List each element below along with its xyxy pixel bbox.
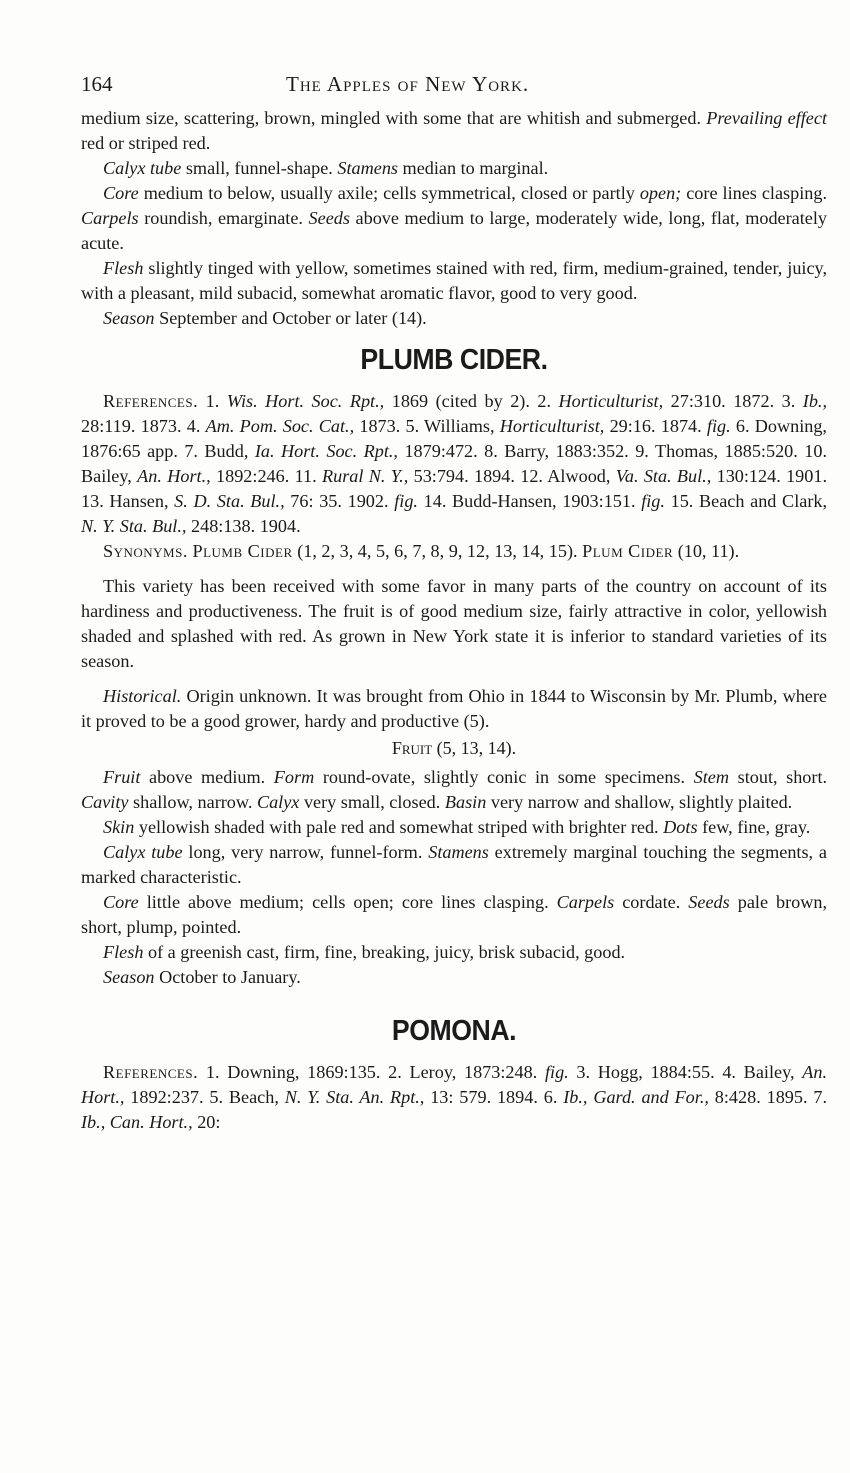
reference-segment: An. Hort., [81, 1062, 828, 1107]
references-paragraph: References. 1. Downing, 1869:135. 2. Leroy, 1873:248. fig. 3. Hogg, 1884:55. 4. Bailey, An. Hort., 1892:237. 5. Beach, N. Y. Sta. An. Rpt., 13: 579. 1894. 6. Ib., Gard. and For., 8:428. 1895. 7. Ib., Can. Hort., 20: [81, 1062, 828, 1132]
reference-segment: fig. [641, 491, 665, 511]
paragraph: Flesh slightly tinged with yellow, sometimes stained with red, firm, medium-grained, tender, juicy, with a pleasant, mild subacid, somewhat aromatic flavor, good to very good. [81, 258, 828, 303]
reference-segment: 1873. 5. Williams, [354, 416, 500, 436]
fruit-subheading: Fruit (5, 13, 14). [391, 738, 517, 758]
historical-paragraph: Historical. Origin unknown. It was brought from Ohio in 1844 to Wisconsin by Mr. Plumb, where it proved to be a good grower, hardy and productive (5). [81, 686, 828, 731]
section-title-pomona: POMONA. [391, 1015, 517, 1047]
reference-segment: 1869 (cited by 2). 2. [384, 391, 559, 411]
reference-segment: Ib., Gard. and For., [563, 1087, 709, 1107]
section-title-plumb-cider: PLUMB CIDER. [360, 344, 548, 376]
reference-segment: 15. Beach and Clark, [664, 491, 828, 511]
paragraph: Calyx tube small, funnel-shape. Stamens median to marginal. [103, 158, 549, 178]
book-page [81, 70, 827, 1135]
running-title: The Apples of New York. [286, 72, 530, 96]
paragraph: Fruit above medium. Form round-ovate, slightly conic in some specimens. Stem stout, short. Cavity shallow, narrow. Calyx very small, closed. Basin very narrow and shallow, slightly plaited. [81, 767, 828, 812]
reference-segment: Rural N. Y., [321, 466, 409, 486]
reference-segment: Am. Pom. Soc. Cat., [205, 416, 355, 436]
reference-segment: Ia. Hort. Soc. Rpt., [254, 441, 398, 461]
reference-segment: 130:124. 1901. 13. Hansen, [81, 466, 828, 511]
page-number: 164 [81, 72, 113, 96]
reference-segment: 6. Downing, 1876:65 app. 7. Budd, [81, 416, 827, 461]
reference-segment: fig. [544, 1062, 569, 1082]
reference-segment: Horticulturist, [499, 416, 605, 436]
reference-segment: An. Hort., [137, 466, 211, 486]
reference-segment: 76: 35. 1902. [284, 491, 395, 511]
paragraph: Flesh of a greenish cast, firm, fine, breaking, juicy, brisk subacid, good. [103, 942, 626, 962]
references-paragraph: References. 1. Wis. Hort. Soc. Rpt., 1869 (cited by 2). 2. Horticulturist, 27:310. 1872. 3. Ib., 28:119. 1873. 4. Am. Pom. Soc. Cat., 1873. 5. Williams, Horticulturist, 29:16. 1874. fig. 6. Downing, 1876:65 app. 7. Budd, Ia. Hort. Soc. Rpt., 1879:472. 8. Barry, 1883:352. 9. Thomas, 1885:520. 10. Bailey, An. Hort., 1892:246. 11. Rural N. Y., 53:794. 1894. 12. Alwood, Va. Sta. Bul., 130:124. 1901. 13. Hansen, S. D. Sta. Bul., 76: 35. 1902. fig. 14. Budd-Hansen, 1903:151. fig. 15. Beach and Clark, N. Y. Sta. Bul., 248:138. 1904. [81, 391, 828, 536]
reference-segment: S. D. Sta. Bul., [174, 491, 285, 511]
reference-segment: 13: 579. 1894. 6. [424, 1087, 564, 1107]
reference-segment: 29:16. 1874. [604, 416, 707, 436]
page-header [81, 70, 827, 106]
reference-segment: 1879:472. 8. Barry, 1883:352. 9. Thomas, 1885:520. 10. Bailey, [81, 441, 827, 486]
paragraph: Core little above medium; cells open; core lines clasping. Carpels cordate. Seeds pale brown, short, plump, pointed. [81, 892, 828, 937]
reference-segment: 20: [192, 1112, 221, 1132]
intro-paragraph: This variety has been received with some favor in many parts of the country on account of its hardiness and productiveness. The fruit is of good medium size, fairly attractive in color, yellowish shaded and splashed with red. As grown in New York state it is inferior to standard varieties of its season. [81, 576, 827, 671]
reference-segment: 53:794. 1894. 12. Alwood, [408, 466, 616, 486]
reference-segment: Horticulturist, [558, 391, 664, 411]
synonyms-paragraph: Synonyms. Plumb Cider (1, 2, 3, 4, 5, 6, 7, 8, 9, 12, 13, 14, 15). Plum Cider (10, 11). [103, 541, 740, 561]
paragraph: Season October to January. [103, 967, 301, 987]
paragraph: medium size, scattering, brown, mingled with some that are whitish and submerged. Prevailing effect red or striped red. [81, 108, 827, 153]
reference-segment: N. Y. Sta. An. Rpt., [284, 1087, 425, 1107]
reference-segment: Va. Sta. Bul., [615, 466, 712, 486]
reference-segment: 8:428. 1895. 7. [708, 1087, 828, 1107]
reference-segment: 1892:246. 11. [210, 466, 322, 486]
reference-segment: fig. [394, 491, 418, 511]
reference-segment: Ib., Can. Hort., [81, 1112, 193, 1132]
reference-segment: 28:119. 1873. 4. [81, 416, 206, 436]
paragraph: Skin yellowish shaded with pale red and somewhat striped with brighter red. Dots few, fine, gray. [103, 817, 811, 837]
reference-segment: fig. [706, 416, 731, 436]
reference-segment: Wis. Hort. Soc. Rpt., [226, 391, 385, 411]
paragraph: Season September and October or later (14). [103, 308, 427, 328]
previous-entry-continuation [81, 106, 827, 331]
reference-segment: 27:310. 1872. 3. [663, 391, 803, 411]
reference-segment: Ib., [802, 391, 828, 411]
reference-segment: 3. Hogg, 1884:55. 4. Bailey, [568, 1062, 803, 1082]
references-text [81, 391, 827, 536]
reference-segment: N. Y. Sta. Bul., [81, 516, 187, 536]
reference-segment: 1892:237. 5. Beach, [124, 1087, 285, 1107]
reference-segment: 1. Downing, 1869:135. 2. Leroy, 1873:248. [205, 1062, 545, 1082]
reference-segment: 14. Budd-Hansen, 1903:151. [417, 491, 642, 511]
reference-segment: 248:138. 1904. [186, 516, 301, 536]
reference-segment: 1. [205, 391, 227, 411]
paragraph: Core medium to below, usually axile; cells symmetrical, closed or partly open; core lines clasping. Carpels roundish, emarginate. Seeds above medium to large, moderately wide, long, flat, moderately acute. [81, 183, 828, 253]
paragraph: Calyx tube long, very narrow, funnel-form. Stamens extremely marginal touching the segments, a marked characteristic. [81, 842, 828, 887]
